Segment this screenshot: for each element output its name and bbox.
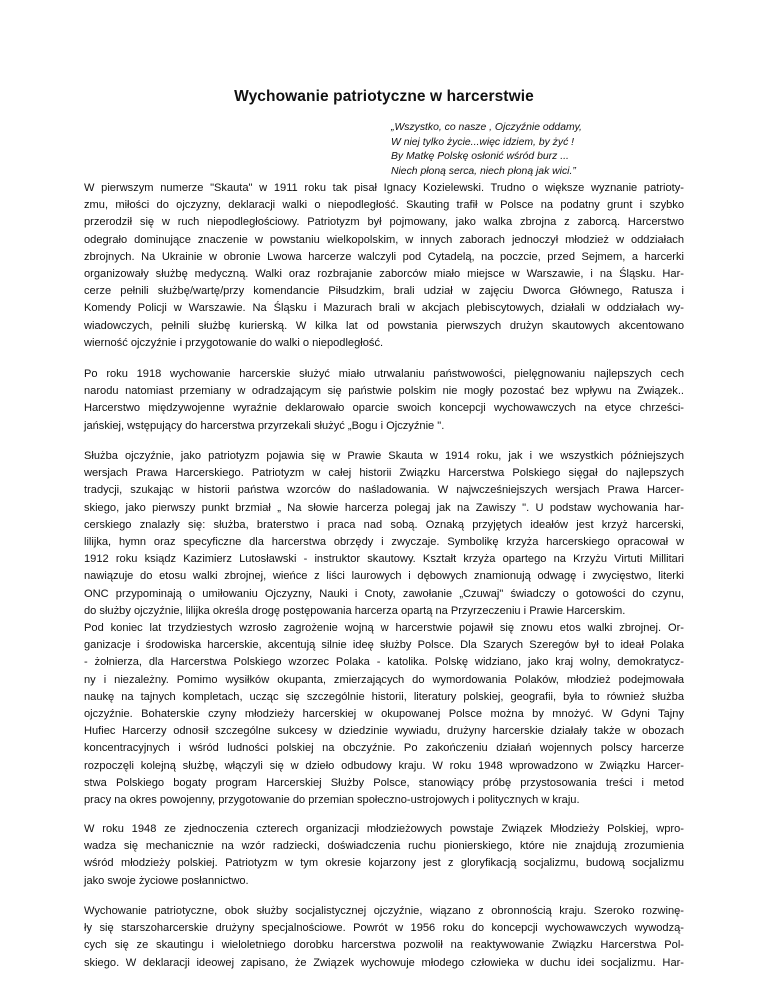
text-line: do służby ojczyźnie, lilijka określa drogę postępowania harcerza opartą na Przyrzeczeniu i Prawie Harcerskim. (84, 604, 626, 617)
paragraph-3 (84, 448, 684, 809)
motto-line: Niech płoną serca, niech płoną jak wici.” (391, 165, 576, 177)
text-line: cych się ze skautingu i wieloletniego dorobku harcerstwa pozwolił na reaktywowanie Związku Harcerstwa Pol- (84, 939, 684, 952)
text-line: wersjach Prawa Harcerskiego. Patriotyzm w całej historii Związku Harcerstwa Polskiego sięgał do najlepszych (84, 467, 684, 480)
motto-line: By Matkę Polskę osłonić wśród burz ... (391, 151, 569, 163)
text-line: wiadowczych, pełnili służbę kurierską. W kilka lat od powstania pierwszych drużyn skautowych akcentowano (84, 319, 684, 332)
page-title: Wychowanie patriotyczne w harcerstwie (234, 88, 534, 105)
text-line: przerodził się w ruch niepodległościowy. Patriotyzm był pojmowany, jako walka zbrojna z zaborcą. Harcerstwo (84, 216, 684, 229)
text-line: stwa Polskiego bogaty program Harcerskiej Służby Polsce, stanowiący próbę przystosowania treści i metod (84, 776, 684, 789)
text-line: wadza się mechanicznie na wzór radziecki, doświadczenia ruchu pionierskiego, które nie znajdują zrozumienia (84, 840, 684, 853)
text-line: cerze pełnili służbę/wartę/przy komendancie Piłsudzkim, brali udział w zajęciu Dworca Głównego, Ratusza i (84, 285, 684, 298)
text-line: zmu, miłości do ojczyzny, deklaracji walki o niepodległość. Skauting trafił w Polsce na podatny grunt i szybko (84, 199, 684, 212)
text-line: ły się starszoharcerskie drużyny specjalnościowe. Powrót w 1956 roku do koncepcji wychowawczych wywodzą- (84, 922, 684, 935)
text-line: Pod koniec lat trzydziestych wzrosło zagrożenie wojną w harcerstwie pojawił się znowu etos walki zbrojnej. Or- (84, 622, 684, 635)
text-line: W roku 1948 ze zjednoczenia czterech organizacji młodzieżowych powstaje Związek Młodzieży Polskiej, wpro- (84, 823, 684, 835)
paragraph-5 (84, 903, 684, 972)
text-line: jako swoje życiowe posłannictwo. (84, 874, 249, 887)
text-line: skiego, jako pierwszy punkt brzmiał „ Na słowie harcerza polegaj jak na Zawiszy ". U podstaw wychowania har- (84, 501, 684, 514)
text-line: jańskiej, wstępujący do harcerstwa przyrzekali służyć „Bogu i Ojczyźnie ". (84, 419, 445, 432)
motto-quote (391, 121, 691, 179)
paragraph-1 (84, 180, 684, 352)
text-line: ONC przypominają o umiłowaniu Ojczyzny, Nauki i Cnoty, zawołanie „Czuwaj" świadczy o gotowości do czynu, (84, 587, 684, 600)
text-line: zbrojnych. Na Ukrainie w obronie Lwowa harcerze walczyli pod Cytadelą, na poczcie, przed Sejmem, a harcerki (84, 250, 684, 263)
text-line: nawiązuje do etosu walki zbrojnej, wieńce z liści laurowych i dębowych znamionują odwagę i zwycięstwo, literki (84, 570, 684, 583)
text-line: ny i niezależny. Pomimo wysiłków okupanta, zmierzających do wymordowania Polaków, młodzież podejmowała (84, 673, 684, 686)
text-line: naukę na tajnych kompletach, ucząc się szczególnie historii, literatury polskiej, geografii, była to również służba (84, 690, 684, 703)
text-line: Harcerstwo międzywojenne wyraźnie deklarowało oparcie swoich koncepcji wychowawczych na etyce chrześci- (84, 402, 684, 415)
text-line: narodu natomiast przemiany w odradzającym się państwie polskim nie mogły pozostać bez wpływu na Związek.. (84, 385, 684, 398)
text-line: cerskiego znalazły się: służba, braterstwo i praca nad sobą. Oznaką przyjętych ideałów jest krzyż harcerski, (84, 518, 684, 531)
text-line: 1912 roku ksiądz Kazimierz Lutosławski - instruktor skautowy. Kształt krzyża opartego na Krzyżu Virtuti Millitari (84, 553, 684, 566)
text-line: tradycji, szukając w historii państwa wzorców do naśladowania. W najwcześniejszych wersjach Prawa Harcer- (84, 484, 684, 497)
text-line: pracy na okres powojenny, przygotowanie do przemian społeczno-ustrojowych i politycznych w kraju. (84, 794, 580, 807)
text-line: Komendy Policji w Warszawie. Na Śląsku i Mazurach brali w akcjach plebiscytowych, działali w oddziałach wy- (84, 302, 684, 315)
text-line: skiego. W deklaracji ideowej zapisano, że Związek wychowuje młodego człowieka w duchu idei socjalizmu. Har- (84, 956, 684, 969)
text-line: - żołnierza, dla Harcerstwa Polskiego wzorzec Polaka - katolika. Polskę widziano, jako kraj wolny, demokratycz- (84, 656, 684, 669)
text-line: lilijka, hymn oraz specyficzne dla harcerstwa obrzędy i zwyczaje. Symbolikę krzyża harcerskiego opracował w (84, 536, 684, 549)
text-line: Wychowanie patriotyczne, obok służby socjalistycznej ojczyźnie, wiązano z obronnością kraju. Szeroko rozwinę- (84, 905, 684, 917)
text-line: rozpoczęli kolejną służbę, włączyli się w dzieło odbudowy kraju. W roku 1948 wprowadzono w Związku Harcer- (84, 759, 684, 772)
paragraph-4 (84, 821, 684, 890)
motto-line: „Wszystko, co nasze , Ojczyźnie oddamy, (391, 122, 582, 133)
text-line: odegrało dominujące znaczenie w powstaniu wielkopolskim, w innych zaborach jednoczył młodzież w oddziałach (84, 233, 684, 246)
text-line: koncentracyjnych i wśród ludności polskiej na obczyźnie. Po zakończeniu działań wojennych polscy harcerze (84, 742, 684, 755)
text-line: W pierwszym numerze "Skauta" w 1911 roku tak pisał Ignacy Kozielewski. Trudno o większe wyznanie patrioty- (84, 182, 684, 194)
text-line: ganizacje i środowiska harcerskie, akcentują silnie ideę służby Polsce. Dla Szarych Szeregów był to ideał Polaka (84, 639, 684, 652)
text-line: organizowały służbę medyczną. Walki oraz rozbrajanie zaborców miało miejsce w Warszawie, i na Śląsku. Har- (84, 268, 684, 281)
text-line: Po roku 1918 wychowanie harcerskie służyć miało utrwalaniu państwowości, pielęgnowaniu najlepszych cech (84, 368, 684, 380)
text-line: wśród młodzieży polskiej. Patriotyzm w tym okresie kojarzony jest z gloryfikacją socjalizmu, budową socjalizmu (84, 857, 684, 870)
text-line: Służba ojczyźnie, jako patriotyzm pojawia się w Prawie Skauta w 1914 roku, jak i we wszystkich późniejszych (84, 450, 684, 462)
text-line: Hufiec Harcerzy odnosił szczególne sukcesy w dziedzinie wywiadu, drużyny harcerskie działały także w obozach (84, 725, 684, 738)
text-line: wierność ojczyźnie i przygotowanie do walki o niepodległość. (84, 336, 384, 349)
text-line: ojczyźnie. Bohaterskie czyny młodzieży harcerskiej w okupowanej Polsce można by mnożyć. W Gdyni Tajny (84, 708, 684, 721)
paragraph-2 (84, 366, 684, 435)
motto-line: W niej tylko życie...więc idziem, by żyć ! (391, 136, 575, 148)
